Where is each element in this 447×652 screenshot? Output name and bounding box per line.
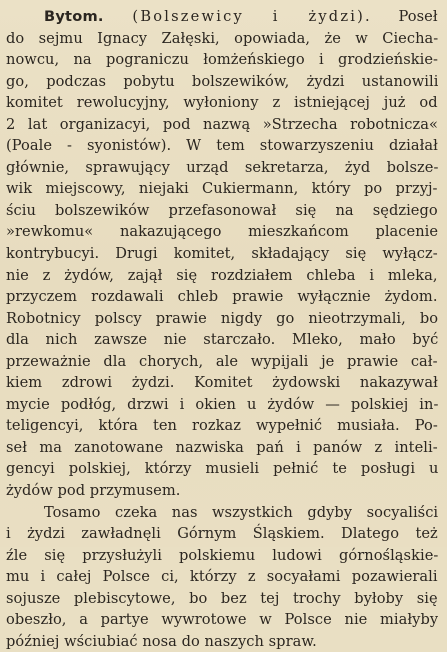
article-line: kiem zdrowi żydzi. Komitet żydowski nakazywał <box>6 374 438 392</box>
article-line: Tosamo czeka nas wszystkich gdyby socyaliści <box>44 503 438 521</box>
article-line: nowcu, na pograniczu łomżeńskiego i grodzieńskie- <box>6 51 438 69</box>
article-line: nie z żydów, zajął się rozdziałem chleba i mleka, <box>6 266 438 284</box>
article-line: Robotnicy polscy prawie nigdy go nieotrzymali, bo <box>6 309 438 327</box>
article-line: komitet rewolucyjny, wyłoniony z istniejącej już od <box>6 94 438 112</box>
article-line: do sejmu Ignacy Załęski, opowiada, że w Ciecha- <box>6 29 438 47</box>
article-line: obeszło, a partye wywrotowe w Polsce nie miałyby <box>6 611 438 629</box>
article-line: mycie podłóg, drzwi i okien u żydów — polskiej in- <box>6 395 438 413</box>
article-line: dla nich zawsze nie starczało. Mleko, mało być <box>6 331 438 349</box>
article-heading: (Bolszewicy i żydzi). <box>103 8 372 25</box>
article-line: wik miejscowy, niejaki Cukiermann, który po przyj- <box>6 180 438 198</box>
article-headword: Bytom. <box>44 8 104 25</box>
article-line: mu i całej Polsce ci, którzy z socyałami pozawierali <box>6 568 438 586</box>
article-line: seł ma zanotowane nazwiska pań i panów z inteli- <box>6 438 438 456</box>
article-line: głównie, sprawujący urząd sekretarza, żyd bolsze- <box>6 158 438 176</box>
article-line: ściu bolszewików przefasonował się na sędziego <box>6 201 438 219</box>
article-line: żydów pod przymusem. <box>6 482 181 500</box>
article-line: źle się przysłużyli polskiemu ludowi górnośląskie- <box>6 546 438 564</box>
article-line: sojusze plebiscytowe, bo bez tej trochy byłoby się <box>6 589 438 607</box>
article-line: przeważnie dla chorych, ale wypijali je prawie cał- <box>6 352 438 370</box>
article-line: teligencyi, która ten rozkaz wypełnić musiała. Po- <box>6 417 438 435</box>
article-line: »rewkomu« nakazującego mieszkańcom placenie <box>6 223 438 241</box>
article-line: kontrybucyi. Drugi komitet, składający się wyłącz- <box>6 245 438 263</box>
article-line: przyczem rozdawali chleb prawie wyłącznie żydom. <box>6 288 438 306</box>
article-line: gencyi polskiej, którzy musieli pełnić te posługi u <box>6 460 438 478</box>
article-line: później wściubiać nosa do naszych spraw. <box>6 632 317 650</box>
article-line: 2 lat organizacyi, pod nazwą »Strzecha robotnicza« <box>6 115 438 133</box>
article-heading-line <box>6 6 438 28</box>
article-line: Poseł <box>371 8 438 25</box>
article-line: i żydzi zawładnęli Górnym Śląskiem. Dlatego też <box>6 525 438 543</box>
article-line: go, podczas pobytu bolszewików, żydzi ustanowili <box>6 72 438 90</box>
article-line: (Poale - syonistów). W tem stowarzyszeniu działał <box>6 137 438 155</box>
